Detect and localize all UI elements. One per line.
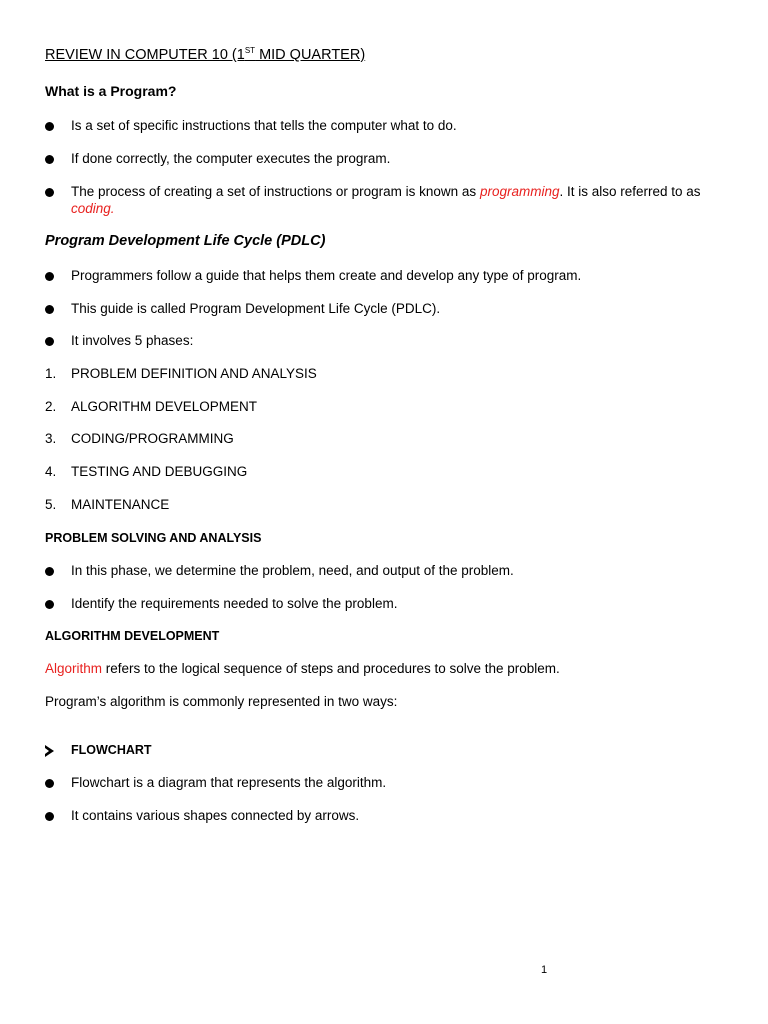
bullet-marker (45, 337, 54, 346)
bullet-marker (45, 155, 54, 164)
phase-item: ALGORITHM DEVELOPMENT (71, 399, 258, 414)
bullet-marker (45, 567, 54, 576)
list-item: If done correctly, the computer executes the program. (71, 151, 391, 166)
phase-number: 3. (45, 431, 57, 446)
term-algorithm: Algorithm (45, 661, 103, 676)
bullet-marker (45, 600, 54, 609)
list-item: Programmers follow a guide that helps them create and develop any type of program. (71, 268, 582, 283)
list-item: Identify the requirements needed to solve the problem. (71, 596, 398, 611)
list-item: It contains various shapes connected by arrows. (71, 808, 360, 823)
phase-item: TESTING AND DEBUGGING (71, 464, 248, 479)
page-number: 1 (541, 964, 548, 976)
arrow-bullet-icon (45, 745, 54, 757)
bullet-marker (45, 188, 54, 197)
heading-flowchart: FLOWCHART (71, 743, 152, 757)
bullet-marker (45, 122, 54, 131)
list-item: Flowchart is a diagram that represents the algorithm. (71, 775, 387, 790)
phase-item: PROBLEM DEFINITION AND ANALYSIS (71, 366, 317, 381)
list-item: In this phase, we determine the problem, need, and output of the problem. (71, 563, 514, 578)
bullet-marker (45, 812, 54, 821)
phase-number: 2. (45, 399, 57, 414)
list-item: The process of creating a set of instructions or program is known as programming. It is also referred to as (71, 184, 701, 199)
heading-problem-solving: PROBLEM SOLVING AND ANALYSIS (45, 531, 262, 545)
term-programming: programming (479, 184, 560, 199)
phase-item: MAINTENANCE (71, 497, 170, 512)
bullet-marker (45, 305, 54, 314)
bullet-marker (45, 779, 54, 788)
document-title: REVIEW IN COMPUTER 10 (1ST MID QUARTER) (45, 46, 366, 63)
list-item: This guide is called Program Development Life Cycle (PDLC). (71, 301, 441, 316)
algorithm-definition: Algorithm refers to the logical sequence of steps and procedures to solve the problem. (45, 661, 560, 676)
term-coding: coding. (71, 201, 115, 216)
heading-what-is-program: What is a Program? (45, 83, 177, 99)
phase-number: 1. (45, 366, 57, 381)
algorithm-representation-text: Program’s algorithm is commonly represented in two ways: (45, 694, 398, 709)
heading-algorithm-development: ALGORITHM DEVELOPMENT (45, 629, 220, 643)
list-item: It involves 5 phases: (71, 333, 194, 348)
phase-number: 4. (45, 464, 57, 479)
phase-item: CODING/PROGRAMMING (71, 431, 234, 446)
heading-pdlc: Program Development Life Cycle (PDLC) (45, 233, 326, 249)
phase-number: 5. (45, 497, 57, 512)
list-item: Is a set of specific instructions that tells the computer what to do. (71, 118, 457, 133)
bullet-marker (45, 272, 54, 281)
